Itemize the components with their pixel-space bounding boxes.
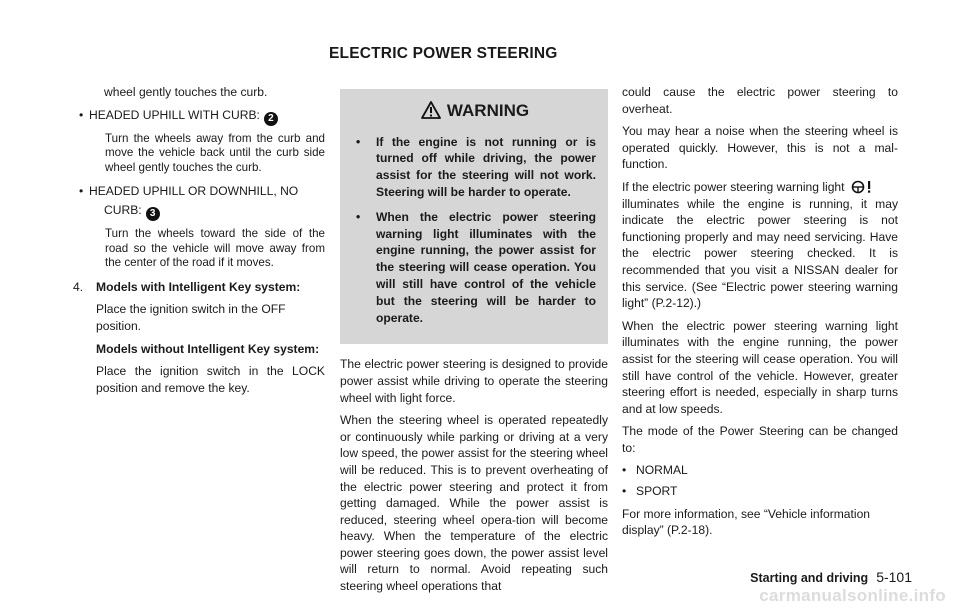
column-left <box>73 84 325 402</box>
column-right <box>622 84 898 545</box>
bullet-title: HEADED UPHILL WITH CURB: <box>89 107 260 122</box>
bullet-dot: • <box>356 209 361 224</box>
paragraph: The mode of the Power Steering can be changed to: <box>622 424 898 455</box>
paragraph: When the steering wheel is operated repeatedly or continuously while parking or driving at a very low speed, the power assist for the steering wheel will be reduced. This is to prevent overheating of the electric power steering and protect it from getting damaged. While the power assist is reduced, steering wheel opera-tion will become heavy. When the temperature of the electric power steering goes down, the power assist level will return to normal. Avoid repeating such steering wheel operations that <box>340 413 608 594</box>
step-text: Place the ignition switch in the OFF position. <box>96 302 286 333</box>
bullet-no-curb <box>73 183 325 200</box>
warning-item-text: If the engine is not running or is turned off while driving, the power assist for the steering will not work. Steering will be harder to operate. <box>376 134 596 199</box>
mode-item <box>622 462 898 479</box>
page-footer <box>750 569 912 585</box>
mode-label: SPORT <box>636 484 678 499</box>
step-4 <box>73 279 325 296</box>
paragraph: For more information, see “Vehicle information display” (P.2-18). <box>622 506 871 538</box>
warning-item <box>354 209 596 327</box>
paragraph: You may hear a noise when the steering wheel is operated quickly. However, this is not a mal-function. <box>622 124 898 172</box>
page-number: 5-101 <box>876 569 912 585</box>
circled-number-2: 2 <box>264 112 278 126</box>
warning-item-text: When the electric power steering warning light illuminates with the engine running, the power assist for the steering will cease operation. You will still have control of the vehicle but the steering will be harder to operate. <box>376 209 596 325</box>
warning-triangle-icon <box>421 101 441 119</box>
warning-title: WARNING <box>446 101 530 120</box>
paragraph: When the electric power steering warning light illuminates with the engine running, the power assist for the steering will cease operation. You will still have control of the vehicle. However, greater steering effort is needed, especially in sharp turns and at low speeds. <box>622 318 898 416</box>
paragraph: could cause the electric power steering to overheat. <box>622 85 898 116</box>
mode-item <box>622 483 898 500</box>
paragraph: illuminates while the engine is running, it may indicate the electric power steering is not functioning properly and may need servicing. Have the electric power steering checked. It is recommended that you visit a NISSAN dealer for this service. (See “Electric power steering warning light” (P.2-12).) <box>622 196 898 311</box>
mode-label: NORMAL <box>636 463 688 478</box>
step-subtitle: Models without Intelligent Key system: <box>96 341 320 356</box>
step-title: Models with Intelligent Key system: <box>96 279 301 294</box>
watermark: carmanualsonline.info <box>759 586 946 605</box>
bullet-uphill-curb <box>73 107 325 126</box>
paragraph <box>622 179 898 196</box>
bullet-title-cont <box>73 202 325 221</box>
bullet-title-continued: CURB: <box>104 202 142 217</box>
bullet-text: Turn the wheels away from the curb and move the vehicle back until the curb side wheel gently touches the curb. <box>105 131 325 174</box>
bullet-title: HEADED UPHILL OR DOWNHILL, NO <box>89 184 299 199</box>
warning-item <box>354 134 596 201</box>
continued-text: wheel gently touches the curb. <box>104 85 268 99</box>
bullet-text: Turn the wheels toward the side of the road so the vehicle will move away from the center of the road if it moves. <box>105 226 325 270</box>
column-middle <box>340 89 608 601</box>
footer-section: Starting and driving <box>750 571 869 585</box>
bullet-dot: • <box>622 463 627 478</box>
step-text: Place the ignition switch in the LOCK position and remove the key. <box>96 364 325 395</box>
step-number: 4. <box>73 279 84 294</box>
steering-warning-icon <box>850 180 874 194</box>
paragraph-text: If the electric power steering warning light <box>622 179 845 194</box>
bullet-dot: • <box>356 134 361 149</box>
circled-number-3: 3 <box>146 207 160 221</box>
section-title: ELECTRIC POWER STEERING <box>329 45 558 62</box>
bullet-dot: • <box>622 484 627 499</box>
paragraph: The electric power steering is designed to provide power assist while driving to operate the steering wheel with light force. <box>340 357 608 405</box>
bullet-dot: • <box>79 184 84 199</box>
bullet-dot: • <box>79 107 84 122</box>
warning-header <box>354 101 596 120</box>
warning-box <box>340 89 608 344</box>
